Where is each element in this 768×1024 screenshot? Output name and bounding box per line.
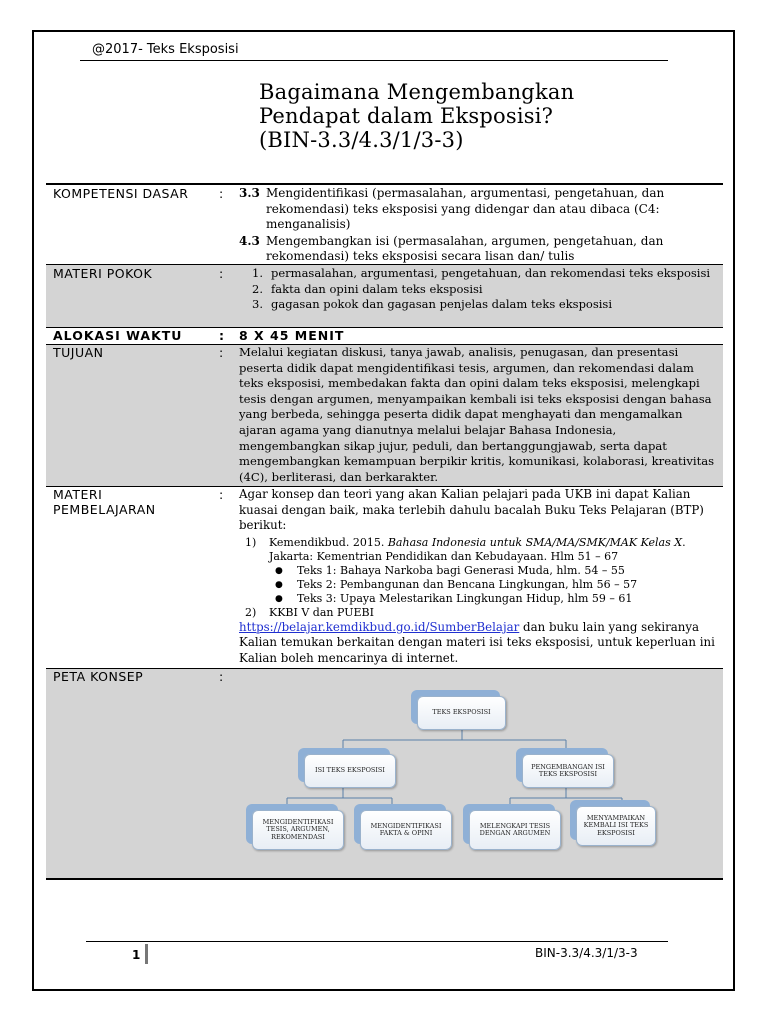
row-materi-pembelajaran xyxy=(46,487,723,669)
colon: : xyxy=(219,266,224,281)
materi-pokok-text: fakta dan opini dalam teks eksposisi xyxy=(271,281,483,296)
label-materi-pokok: MATERI POKOK xyxy=(53,266,153,281)
row-alokasi-waktu xyxy=(46,328,723,345)
title-line-2: Pendapat dalam Eksposisi? xyxy=(259,104,554,128)
bullet-icon: ● xyxy=(275,593,283,604)
page-number-divider xyxy=(145,944,148,964)
sumber-belajar-link[interactable]: https://belajar.kemdikbud.go.id/SumberBelajar xyxy=(239,619,520,634)
title-line-3: (BIN-3.3/4.3/1/3-3) xyxy=(259,128,464,152)
label-tujuan: TUJUAN xyxy=(53,345,104,360)
materi-pokok-content xyxy=(239,265,723,327)
page-title xyxy=(259,80,574,152)
kompetensi-text: Mengidentifikasi (permasalahan, argumentasi, pengetahuan, dan rekomendasi) teks eksposisi yang didengar dan atau dibaca (C4: menganalisis) xyxy=(266,186,665,232)
row-tujuan xyxy=(46,345,723,487)
node-isi-teks: ISI TEKS EKSPOSISI xyxy=(304,754,396,788)
reference-pre: Kemendikbud. 2015. xyxy=(269,535,388,549)
bullet-item xyxy=(275,592,717,606)
label-line: PEMBELAJARAN xyxy=(53,502,156,517)
bullet-text: Teks 2: Pembangunan dan Bencana Lingkungan, hlm 56 – 57 xyxy=(297,577,638,591)
label-line: MATERI xyxy=(53,487,103,502)
node-fakta-opini: MENGIDENTIFIKASI FAKTA & OPINI xyxy=(360,810,452,850)
bullet-text: Teks 1: Bahaya Narkoba bagi Generasi Muda, hlm. 54 – 55 xyxy=(297,563,625,577)
kompetensi-num: 4.3 xyxy=(239,233,260,248)
node-identifikasi-tesis: MENGIDENTIFIKASI TESIS, ARGUMEN, REKOMENDASI xyxy=(252,810,344,850)
bullet-icon: ● xyxy=(275,579,283,590)
label-materi-pembelajaran xyxy=(46,487,209,668)
reference-list xyxy=(239,536,717,620)
colon: : xyxy=(219,345,224,360)
materi-pokok-num: 2. xyxy=(252,281,263,296)
kompetensi-num: 3.3 xyxy=(239,186,260,200)
reference-text xyxy=(269,536,717,564)
reference-item xyxy=(245,606,717,620)
label-peta-konsep: PETA KONSEP xyxy=(53,669,144,684)
row-kompetensi-dasar xyxy=(46,185,723,265)
colon: : xyxy=(219,669,224,684)
tujuan-text: Melalui kegiatan diskusi, tanya jawab, analisis, penugasan, dan presentasi peserta didik dapat mengidentifikasi tesis, argumen, dan rekomendasi dalam teks eksposisi, membedakan fakta dan opini dalam teks eksposisi, melengkapi tesis dengan argumen, menyampaikan kembali isi teks eksposisi dengan bahasa yang berbeda, sehingga peserta didik dapat menghayati dan mengamalkan ajaran agama yang dianutnya melalui belajar Bahasa Indonesia, mengembangkan sikap jujur, peduli, dan bertanggungjawab, serta dapat mengembangkan kemampuan berpikir kritis, komunikasi, kolaborasi, kreativitas (4C), berliterasi, dan berkarakter. xyxy=(239,345,715,484)
materi-pembelajaran-content xyxy=(239,487,723,668)
materi-pokok-text: gagasan pokok dan gagasan penjelas dalam teks eksposisi xyxy=(271,297,613,311)
header-rule xyxy=(80,60,668,61)
reference-text: KKBI V dan PUEBI xyxy=(269,605,374,619)
concept-map xyxy=(238,682,656,864)
reference-item xyxy=(245,536,717,564)
bullet-item xyxy=(275,564,717,578)
kompetensi-text: Mengembangkan isi (permasalahan, argumen, pengetahuan, dan rekomendasi) teks eksposisi secara lisan dan/ tulis xyxy=(266,233,664,264)
materi-pokok-item xyxy=(239,266,717,282)
outro-text: dan buku lain yang sekiranya Kalian temukan berkaitan dengan materi isi teks eksposisi, untuk keperluan ini Kalian boleh mencarinya di internet. xyxy=(239,619,715,665)
bullet-item xyxy=(275,578,717,592)
link-paragraph xyxy=(239,620,717,667)
footer-rule xyxy=(86,941,668,942)
node-pengembangan: PENGEMBANGAN ISI TEKS EKSPOSISI xyxy=(522,754,614,788)
reference-num: 1) xyxy=(245,535,257,549)
reference-title: Bahasa Indonesia untuk SMA/MA/SMK/MAK Kelas X xyxy=(387,535,683,549)
reference-publisher: Jakarta: Kementrian Pendidikan dan Kebudayaan. Hlm 51 – 67 xyxy=(269,549,619,563)
alokasi-value: 8 X 45 MENIT xyxy=(239,328,345,343)
node-menyampaikan-kembali: MENYAMPAIKAN KEMBALI ISI TEKS EKSPOSISI xyxy=(576,806,656,846)
bullet-text: Teks 3: Upaya Melestarikan Lingkungan Hidup, hlm 59 – 61 xyxy=(297,591,633,605)
reference-num: 2) xyxy=(245,605,257,619)
colon: : xyxy=(219,487,224,502)
materi-pokok-item xyxy=(239,282,717,298)
bullet-icon: ● xyxy=(275,565,283,576)
node-teks-eksposisi: TEKS EKSPOSISI xyxy=(417,696,506,730)
title-line-1: Bagaimana Mengembangkan xyxy=(259,80,575,104)
header-text: @2017- Teks Eksposisi xyxy=(92,42,239,57)
materi-pokok-item xyxy=(239,297,717,313)
page-number: 1 xyxy=(132,948,141,962)
intro-text: Agar konsep dan teori yang akan Kalian pelajari pada UKB ini dapat Kalian kuasai dengan baik, maka terlebih dahulu bacalah Buku Teks Pelajaran (BTP) berikut: xyxy=(239,487,704,533)
materi-pokok-text: permasalahan, argumentasi, pengetahuan, dan rekomendasi teks eksposisi xyxy=(271,266,711,280)
materi-pokok-num: 3. xyxy=(252,297,263,311)
bullet-list xyxy=(245,564,717,606)
kompetensi-content xyxy=(239,185,723,264)
label-kompetensi-dasar: KOMPETENSI DASAR xyxy=(53,186,189,201)
colon: : xyxy=(219,328,224,343)
footer-code: BIN-3.3/4.3/1/3-3 xyxy=(535,946,638,960)
label-alokasi-waktu: ALOKASI WAKTU xyxy=(53,328,183,343)
kompetensi-item xyxy=(239,186,717,233)
colon: : xyxy=(219,186,224,201)
row-materi-pokok xyxy=(46,265,723,328)
kompetensi-item xyxy=(239,234,717,265)
materi-pokok-num: 1. xyxy=(252,266,263,280)
reference-post: . xyxy=(682,535,686,549)
node-lengkapi-tesis: MELENGKAPI TESIS DENGAN ARGUMEN xyxy=(469,810,561,850)
